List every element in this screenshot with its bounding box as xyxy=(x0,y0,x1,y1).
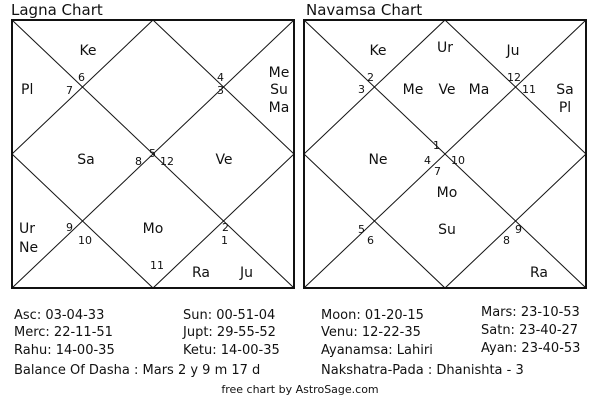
navamsa-house-6-sign-number: 6 xyxy=(367,234,374,247)
lagna-house-11-sign-number: 3 xyxy=(217,84,224,97)
lagna-planet-pl: Pl xyxy=(21,82,34,98)
lagna-planet-ke: Ke xyxy=(79,43,97,59)
lagna-planet-ur: Ur xyxy=(19,221,36,237)
navamsa-planet-me: Me xyxy=(402,82,424,98)
navamsa-house-8-sign-number: 8 xyxy=(503,234,510,247)
lagna-house-3-sign-number: 7 xyxy=(66,84,73,97)
navamsa-planet-ne: Ne xyxy=(368,152,388,168)
navamsa-chart-title: Navamsa Chart xyxy=(306,1,423,19)
ayanamsa-value: Ayanamsa: Lahiri xyxy=(321,343,433,358)
asc-value: Asc: 03-04-33 xyxy=(14,308,105,323)
lagna-house-9-sign-number: 1 xyxy=(221,234,228,247)
lagna-house-1-sign-number: 5 xyxy=(149,147,156,160)
lagna-house-7-sign-number: 11 xyxy=(150,259,164,272)
lagna-house-4-sign-number: 8 xyxy=(135,155,142,168)
navamsa-house-9-sign-number: 9 xyxy=(515,223,522,236)
navamsa-planet-ju: Ju xyxy=(506,43,520,59)
lagna-planet-ra: Ra xyxy=(192,265,210,281)
lagna-house-5-sign-number: 9 xyxy=(66,221,73,234)
lagna-house-10-sign-number: 2 xyxy=(222,221,229,234)
lagna-planet-ju: Ju xyxy=(240,265,254,281)
nakshatra-pada: Nakshatra-Pada : Dhanishta - 3 xyxy=(321,363,524,378)
lagna-chart xyxy=(11,19,295,289)
lagna-planet-ve: Ve xyxy=(215,152,233,168)
mars-value: Mars: 23-10-53 xyxy=(481,305,580,320)
lagna-house-6-sign-number: 10 xyxy=(78,234,92,247)
navamsa-house-10-sign-number: 10 xyxy=(451,154,465,167)
lagna-planet-mo: Mo xyxy=(142,221,164,237)
lagna-planet-ne: Ne xyxy=(19,240,39,256)
navamsa-planet-su: Su xyxy=(438,222,456,238)
jupt-value: Jupt: 29-55-52 xyxy=(183,325,276,340)
lagna-house-12-sign-number: 4 xyxy=(217,71,224,84)
rahu-value: Rahu: 14-00-35 xyxy=(14,343,115,358)
navamsa-planet-ve: Ve xyxy=(438,82,456,98)
navamsa-chart xyxy=(303,19,587,289)
navamsa-house-12-sign-number: 12 xyxy=(507,71,521,84)
navamsa-chart-grid xyxy=(303,19,587,289)
navamsa-house-3-sign-number: 3 xyxy=(358,83,365,96)
lagna-planet-ma: Ma xyxy=(268,100,290,116)
ketu-value: Ketu: 14-00-35 xyxy=(183,343,280,358)
lagna-house-2-sign-number: 6 xyxy=(78,71,85,84)
navamsa-house-4-sign-number: 4 xyxy=(424,154,431,167)
satn-value: Satn: 23-40-27 xyxy=(481,323,579,338)
footer-credit: free chart by AstroSage.com xyxy=(221,383,379,396)
navamsa-house-11-sign-number: 11 xyxy=(522,83,536,96)
navamsa-planet-pl: Pl xyxy=(558,100,572,116)
balance-of-dasha: Balance Of Dasha : Mars 2 y 9 m 17 d xyxy=(14,363,261,378)
navamsa-planet-ke: Ke xyxy=(369,43,387,59)
venu-value: Venu: 12-22-35 xyxy=(321,325,421,340)
ayan-value: Ayan: 23-40-53 xyxy=(481,341,581,356)
navamsa-planet-ma: Ma xyxy=(468,82,490,98)
navamsa-planet-ra: Ra xyxy=(530,265,548,281)
merc-value: Merc: 22-11-51 xyxy=(14,325,113,340)
sun-value: Sun: 00-51-04 xyxy=(183,308,276,323)
lagna-planet-me: Me xyxy=(268,65,290,81)
navamsa-planet-sa: Sa xyxy=(556,82,574,98)
navamsa-house-2-sign-number: 2 xyxy=(367,71,374,84)
lagna-planet-su: Su xyxy=(270,82,288,98)
navamsa-planet-ur: Ur xyxy=(436,40,454,56)
navamsa-planet-mo: Mo xyxy=(436,185,458,201)
lagna-chart-title: Lagna Chart xyxy=(11,1,103,19)
navamsa-house-7-sign-number: 7 xyxy=(434,165,441,178)
navamsa-house-1-sign-number: 1 xyxy=(433,139,440,152)
lagna-planet-sa: Sa xyxy=(77,152,95,168)
lagna-house-8-sign-number: 12 xyxy=(160,155,174,168)
moon-value: Moon: 01-20-15 xyxy=(321,308,424,323)
navamsa-house-5-sign-number: 5 xyxy=(358,223,365,236)
